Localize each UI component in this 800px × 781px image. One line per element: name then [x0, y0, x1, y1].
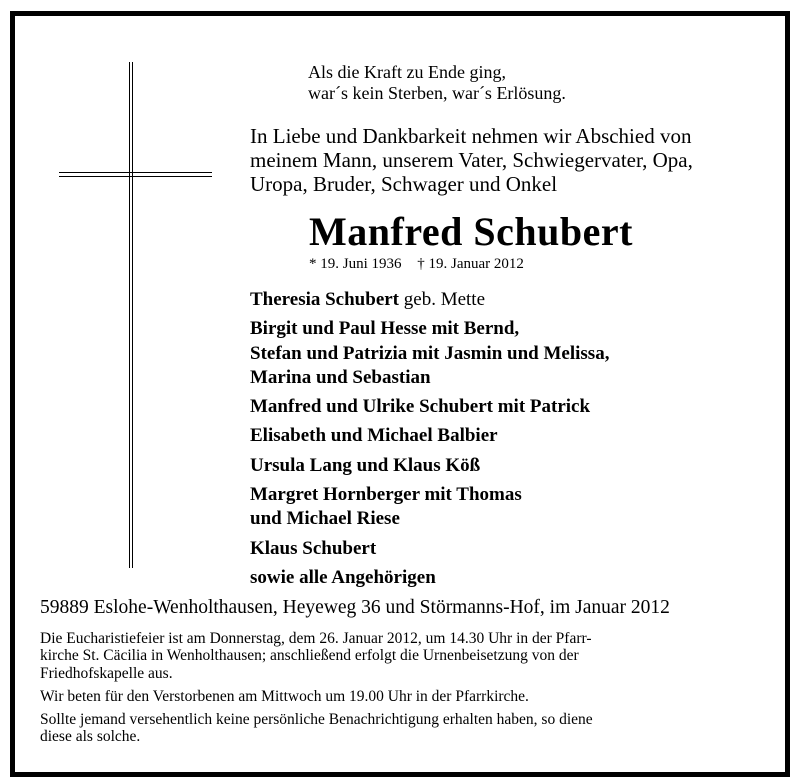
mourner-line: Klaus Schubert — [250, 537, 377, 559]
mourner-group — [250, 395, 609, 419]
mourner-group — [250, 424, 609, 448]
widow-name: Theresia Schubert — [250, 289, 400, 310]
notice-line: Friedhofskapelle aus. — [40, 664, 173, 682]
address-line: 59889 Eslohe-Wenholthausen, Heyeweg 36 und Störmanns-Hof, im Januar 2012 — [40, 597, 670, 618]
motto-line: Als die Kraft zu Ende ging, — [308, 62, 506, 82]
mourner-line: Margret Hornberger mit Thomas — [250, 484, 522, 506]
mourner-line: Elisabeth und Michael Balbier — [250, 425, 498, 447]
notice-paragraph — [40, 630, 765, 682]
death-date: † 19. Januar 2012 — [417, 256, 524, 272]
mourner-group — [250, 454, 609, 478]
service-notices — [40, 630, 765, 752]
motto-line: war´s kein Sterben, war´s Erlösung. — [308, 83, 566, 103]
motto-verse — [308, 62, 566, 104]
birth-date: * 19. Juni 1936 — [309, 256, 402, 272]
mourners-list — [250, 288, 609, 590]
life-dates — [309, 256, 524, 273]
intro-line: Uropa, Bruder, Schwager und Onkel — [250, 172, 558, 196]
widow-maiden-name: geb. Mette — [399, 289, 486, 310]
mourner-widow — [250, 288, 609, 312]
mourner-line: sowie alle Angehörigen — [250, 566, 436, 588]
mourner-line: Marina und Sebastian — [250, 366, 431, 388]
mourner-group — [250, 317, 609, 390]
mourner-group — [250, 537, 609, 561]
notice-line: kirche St. Cäcilia in Wenholthausen; anschließend erfolgt die Urnenbeisetzung von der — [40, 647, 579, 665]
mourner-line: und Michael Riese — [250, 508, 400, 530]
cross-vertical-bar — [129, 62, 133, 568]
mourner-line: Birgit und Paul Hesse mit Bernd, — [250, 318, 520, 340]
intro-line: meinem Mann, unserem Vater, Schwiegervater, Opa, — [250, 148, 693, 172]
notice-line: Wir beten für den Verstorbenen am Mittwoch um 19.00 Uhr in der Pfarrkirche. — [40, 687, 529, 705]
mourner-line: Stefan und Patrizia mit Jasmin und Melissa, — [250, 342, 610, 364]
mourner-group — [250, 483, 609, 532]
intro-text — [250, 124, 693, 196]
notice-paragraph — [40, 688, 765, 705]
notice-paragraph — [40, 711, 765, 746]
deceased-name: Manfred Schubert — [309, 209, 633, 254]
notice-line: Sollte jemand versehentlich keine persönliche Benachrichtigung erhalten haben, so diene — [40, 711, 593, 729]
notice-line: Die Eucharistiefeier ist am Donnerstag, dem 26. Januar 2012, um 14.30 Uhr in der Pfarr- — [40, 630, 592, 647]
mourner-group — [250, 566, 609, 590]
mourner-line: Manfred und Ulrike Schubert mit Patrick — [250, 396, 591, 418]
notice-line: diese als solche. — [40, 728, 141, 746]
cross-horizontal-bar — [59, 172, 212, 177]
mourner-line: Ursula Lang und Klaus Köß — [250, 454, 481, 476]
intro-line: In Liebe und Dankbarkeit nehmen wir Abschied von — [250, 124, 692, 148]
